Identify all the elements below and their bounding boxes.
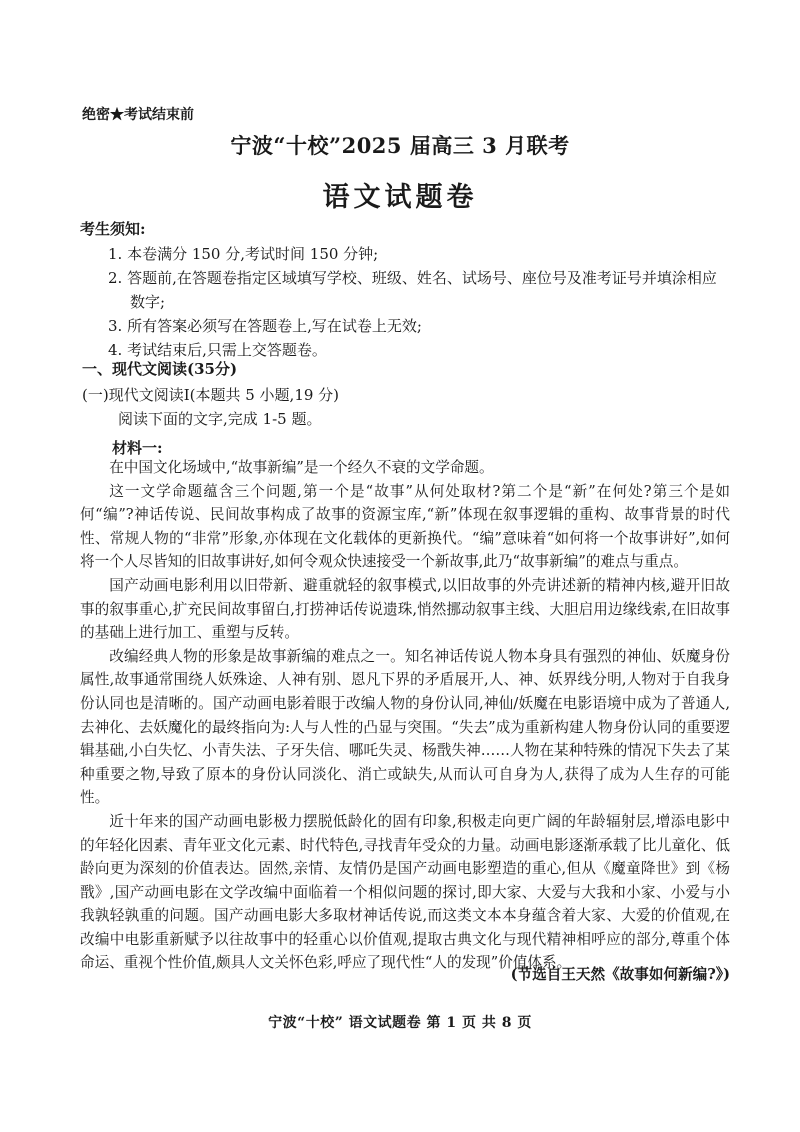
notice-item-continuation: 数字; <box>130 293 166 311</box>
notice-list <box>108 242 738 362</box>
section-heading: 一、现代文阅读(35分) <box>82 360 238 378</box>
source-citation: (节选自王天然《故事如何新编?》) <box>510 966 730 983</box>
passage-paragraph: 近十年来的国产动画电影极力摆脱低龄化的固有印象,积极走向更广阔的年龄辐射层,增添电影中的年轻化因素、青年亚文化元素、时代特色,寻找青年受众的力量。动画电影逐渐承载了比儿童化、低龄向更为深刻的价值表达。固然,亲情、友情仍是国产动画电影塑造的重心,但从《魔童降世》到《杨戬》,国产动画电影在文学改编中面临着一个相似问题的探讨,即大家、大爱与大我和小家、小爱与小我孰轻孰重的问题。国产动画电影大多取材神话传说,而这类文本本身蕴含着大家、大爱的价值观,在改编中电影重新赋予以往故事中的轻重心以价值观,提取古典文化与现代精神相呼应的部分,尊重个体命运、重视个性价值,颇具人文关怀色彩,呼应了现代性“人的发现”价值体系。 <box>80 812 730 972</box>
reading-instruction: 阅读下面的文字,完成 1-5 题。 <box>118 410 322 428</box>
reading-passage <box>80 456 730 975</box>
passage-paragraph: 国产动画电影利用以旧带新、避重就轻的叙事模式,以旧故事的外壳讲述新的精神内核,避开旧故事的叙事重心,扩充民间故事留白,打捞神话传说遗珠,悄然挪动叙事主线、大胆启用边缘线索,在旧故事的基础上进行加工、重塑与反转。 <box>80 576 730 642</box>
notice-item: 2. 答题前,在答题卷指定区域填写学校、班级、姓名、试场号、座位号及准考证号并填涂相应 <box>108 269 717 287</box>
page-footer: 宁波“十校” 语文试题卷 第 1 页 共 8 页 <box>268 1015 532 1031</box>
passage-paragraph: 改编经典人物的形象是故事新编的难点之一。知名神话传说人物本身具有强烈的神仙、妖魔身份属性,故事通常围绕人妖殊途、人神有别、恩凡下界的矛盾展开,人、神、妖界线分明,人物对于自我身份认同也是清晰的。国产动画电影着眼于改编人物的身份认同,神仙/妖魔在电影语境中成为了普通人,去神化、去妖魔化的最终指向为:人与人性的凸显与突围。“失去”成为重新构建人物身份认同的重要逻辑基础,小白失忆、小青失法、子牙失信、哪吒失灵、杨戬失神……人物在某种特殊的情况下失去了某种重要之物,导致了原本的身份认同淡化、消亡或缺失,从而认可自身为人,获得了成为人生存的可能性。 <box>80 647 730 807</box>
exam-subtitle: 语文试题卷 <box>322 182 478 213</box>
confidential-label: 绝密★考试结束前 <box>82 107 194 123</box>
passage-paragraph: 在中国文化场域中,“故事新编”是一个经久不衰的文学命题。 <box>109 459 494 476</box>
notice-item: 4. 考试结束后,只需上交答题卷。 <box>108 341 327 359</box>
exam-title: 宁波“十校”2025 届高三 3 月联考 <box>230 133 570 158</box>
part-heading: (一)现代文阅读Ⅰ(本题共 5 小题,19 分) <box>82 386 340 404</box>
material-heading: 材料一: <box>112 439 163 457</box>
notice-heading: 考生须知: <box>80 220 146 238</box>
passage-paragraph: 这一文学命题蕴含三个问题,第一个是“故事”从何处取材?第二个是“新”在何处?第三个是如何“编”?神话传说、民间故事构成了故事的资源宝库,“新”体现在叙事逻辑的重构、故事背景的时代性、常规人物的“非常”形象,亦体现在文化载体的更新换代。“编”意味着“如何将一个故事讲好”,如何将一个人尽皆知的旧故事讲好,如何令观众快速接受一个新故事,此乃“故事新编”的难点与重点。 <box>80 482 730 571</box>
notice-item: 3. 所有答案必须写在答题卷上,写在试卷上无效; <box>108 317 422 335</box>
notice-item: 1. 本卷满分 150 分,考试时间 150 分钟; <box>108 245 379 263</box>
